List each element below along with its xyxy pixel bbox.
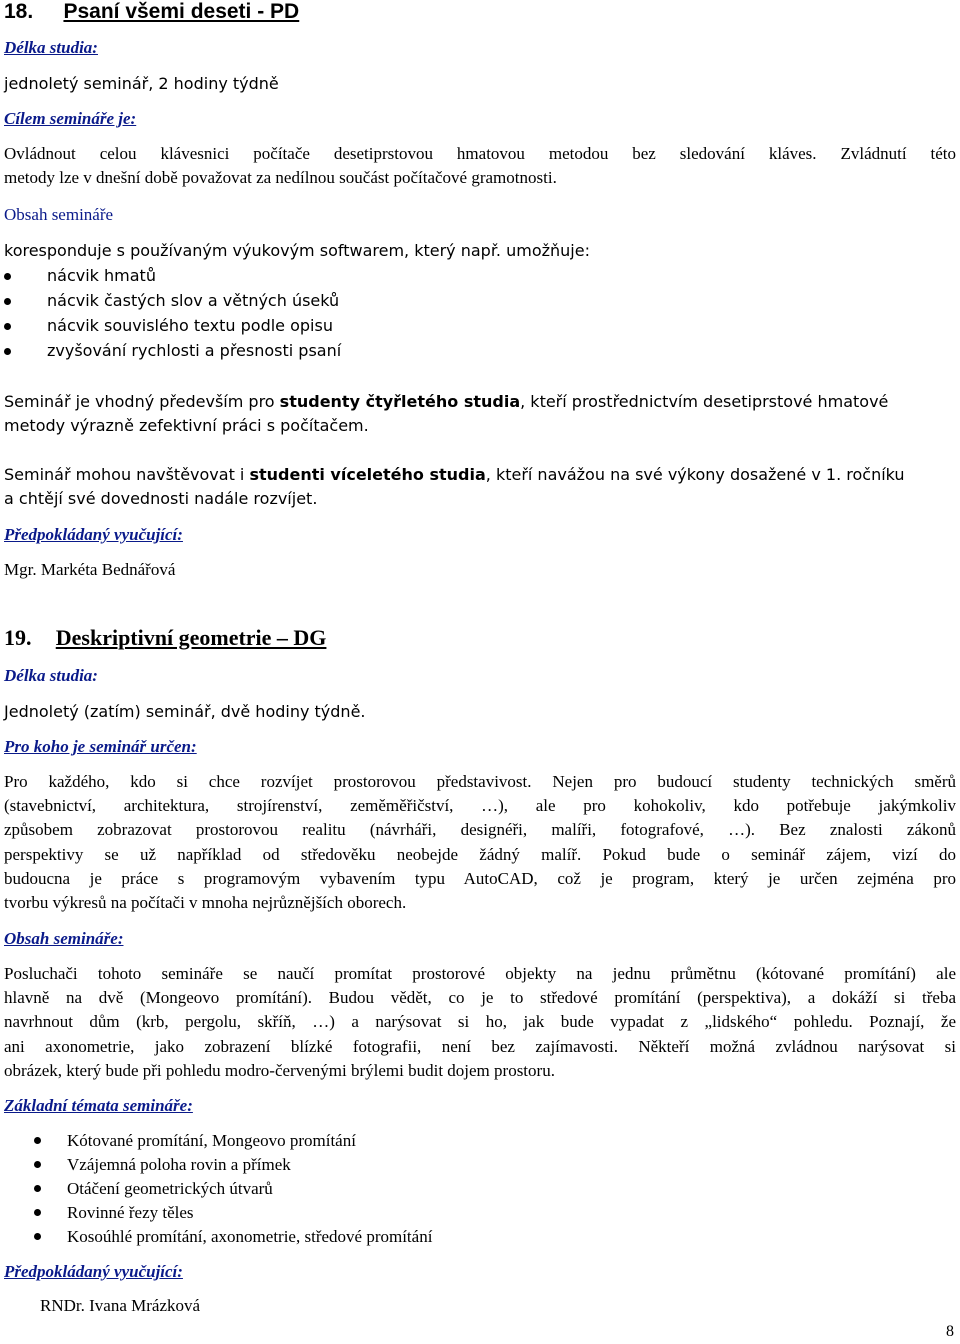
audience-line: perspektivy se už například od středověku neobejde žádný malíř. Pokud bude o seminář zájem, vizí do: [4, 845, 956, 864]
bullet-icon: [4, 348, 11, 355]
teacher-label: Předpokládaný vyučující:: [4, 1262, 183, 1281]
duration-text: Jednoletý (zatím) seminář, dvě hodiny týdně.: [4, 702, 366, 721]
content-text: koresponduje s používaným výukovým softwarem, který např. umožňuje:: [4, 241, 590, 260]
content-line: Posluchači tohoto semináře se naučí promítat prostorové objekty na jednu průmětnu (kótované promítání) ale: [4, 964, 956, 983]
bullet-icon: [4, 298, 11, 305]
duration-label: Délka studia:: [4, 38, 98, 57]
content-label: Obsah semináře:: [4, 929, 124, 948]
teacher-label: Předpokládaný vyučující:: [4, 525, 183, 544]
content-line: obrázek, který bude při pohledu modro-červenými brýlemi budit dojem prostoru.: [4, 1061, 555, 1080]
content-label: Obsah semináře: [4, 205, 114, 224]
audience-label: Pro koho je seminář určen:: [4, 737, 197, 756]
bullet-list-18: [4, 264, 341, 364]
goal-line-1: Ovládnout celou klávesnici počítače desetiprstovou hmatovou metodou bez sledování kláves. Zvládnutí této: [4, 144, 956, 163]
paragraph-2: Seminář mohou navštěvovat i studenti víceletého studia, kteří navážou na své výkony dosažené v 1. ročníku: [4, 465, 905, 484]
section-title: Deskriptivní geometrie – DG: [55, 625, 327, 650]
teacher-name: RNDr. Ivana Mrázková: [40, 1296, 201, 1315]
bullet-icon: [34, 1185, 41, 1192]
content-line: navrhnout dům (krb, pergolu, skříň, …) a narýsovat si ho, jak bude vypadat z „lidského“ pohledu. Poznají, že: [4, 1012, 956, 1031]
section-number: 19.: [4, 625, 32, 650]
page-number: 8: [946, 1323, 954, 1340]
topics-label: Základní témata semináře:: [4, 1096, 193, 1115]
list-item: nácvik souvislého textu podle opisu: [4, 314, 341, 339]
goal-line-2: metody lze v dnešní době považovat za nedílnou součást počítačové gramotnosti.: [4, 168, 557, 187]
bullet-icon: [34, 1137, 41, 1144]
emphasis: studenti víceletého studia: [249, 465, 486, 484]
duration-text: jednoletý seminář, 2 hodiny týdně: [4, 74, 279, 93]
list-item: zvyšování rychlosti a přesnosti psaní: [4, 339, 341, 364]
paragraph-1: Seminář je vhodný především pro studenty čtyřletého studia, kteří prostřednictvím desetiprstové hmatové: [4, 392, 889, 411]
list-item: Otáčení geometrických útvarů: [34, 1177, 432, 1201]
list-item: Vzájemná poloha rovin a přímek: [34, 1153, 432, 1177]
teacher-name: Mgr. Markéta Bednářová: [4, 560, 176, 579]
section-18-heading: [4, 0, 299, 25]
list-item: nácvik hmatů: [4, 264, 341, 289]
section-number: 18.: [4, 0, 34, 23]
bullet-icon: [34, 1233, 41, 1240]
list-item: Kótované promítání, Mongeovo promítání: [34, 1129, 432, 1153]
section-title: Psaní všemi deseti - PD: [63, 0, 300, 23]
bullet-icon: [4, 273, 11, 280]
audience-line: tvorbu výkresů na počítači v mnoha nejrůznějších oborech.: [4, 893, 407, 912]
content-line: hlavně na dvě (Mongeovo promítání). Budou vědět, co je to středové promítání (perspektiva), a dokáží si třeba: [4, 988, 956, 1007]
paragraph-2-cont: a chtějí své dovednosti nadále rozvíjet.: [4, 489, 318, 508]
bullet-icon: [4, 323, 11, 330]
list-item: nácvik častých slov a větných úseků: [4, 289, 341, 314]
emphasis: studenty čtyřletého studia: [279, 392, 521, 411]
audience-line: způsobem zobrazovat prostorovou realitu (návrháři, designéři, malíři, fotografové, …). Bez znalosti zákonů: [4, 820, 956, 839]
audience-line: budoucna je práce s programovým vybavením typu AutoCAD, což je program, který je určen zejména pro: [4, 869, 956, 888]
list-item: Rovinné řezy těles: [34, 1201, 432, 1225]
bullet-icon: [34, 1161, 41, 1168]
content-line: ani axonometrie, jako zobrazení blízké fotografii, není bez zajímavosti. Někteří možná zvládnou narýsovat si: [4, 1037, 956, 1056]
bullet-icon: [34, 1209, 41, 1216]
paragraph-1-cont: metody výrazně zefektivní práci s počítačem.: [4, 416, 369, 435]
bullet-list-19: [34, 1129, 432, 1249]
section-19-heading: [4, 626, 326, 652]
audience-line: (stavebnictví, architektura, strojírenství, zeměměřičství, …), ale pro kohokoliv, kdo potřebuje jakýmkoliv: [4, 796, 956, 815]
audience-line: Pro každého, kdo si chce rozvíjet prostorovou představivost. Nejen pro budoucí studenty technických směrů: [4, 772, 956, 791]
list-item: Kosoúhlé promítání, axonometrie, středové promítání: [34, 1225, 432, 1249]
duration-label: Délka studia:: [4, 666, 98, 685]
goal-label: Cílem semináře je:: [4, 109, 137, 128]
